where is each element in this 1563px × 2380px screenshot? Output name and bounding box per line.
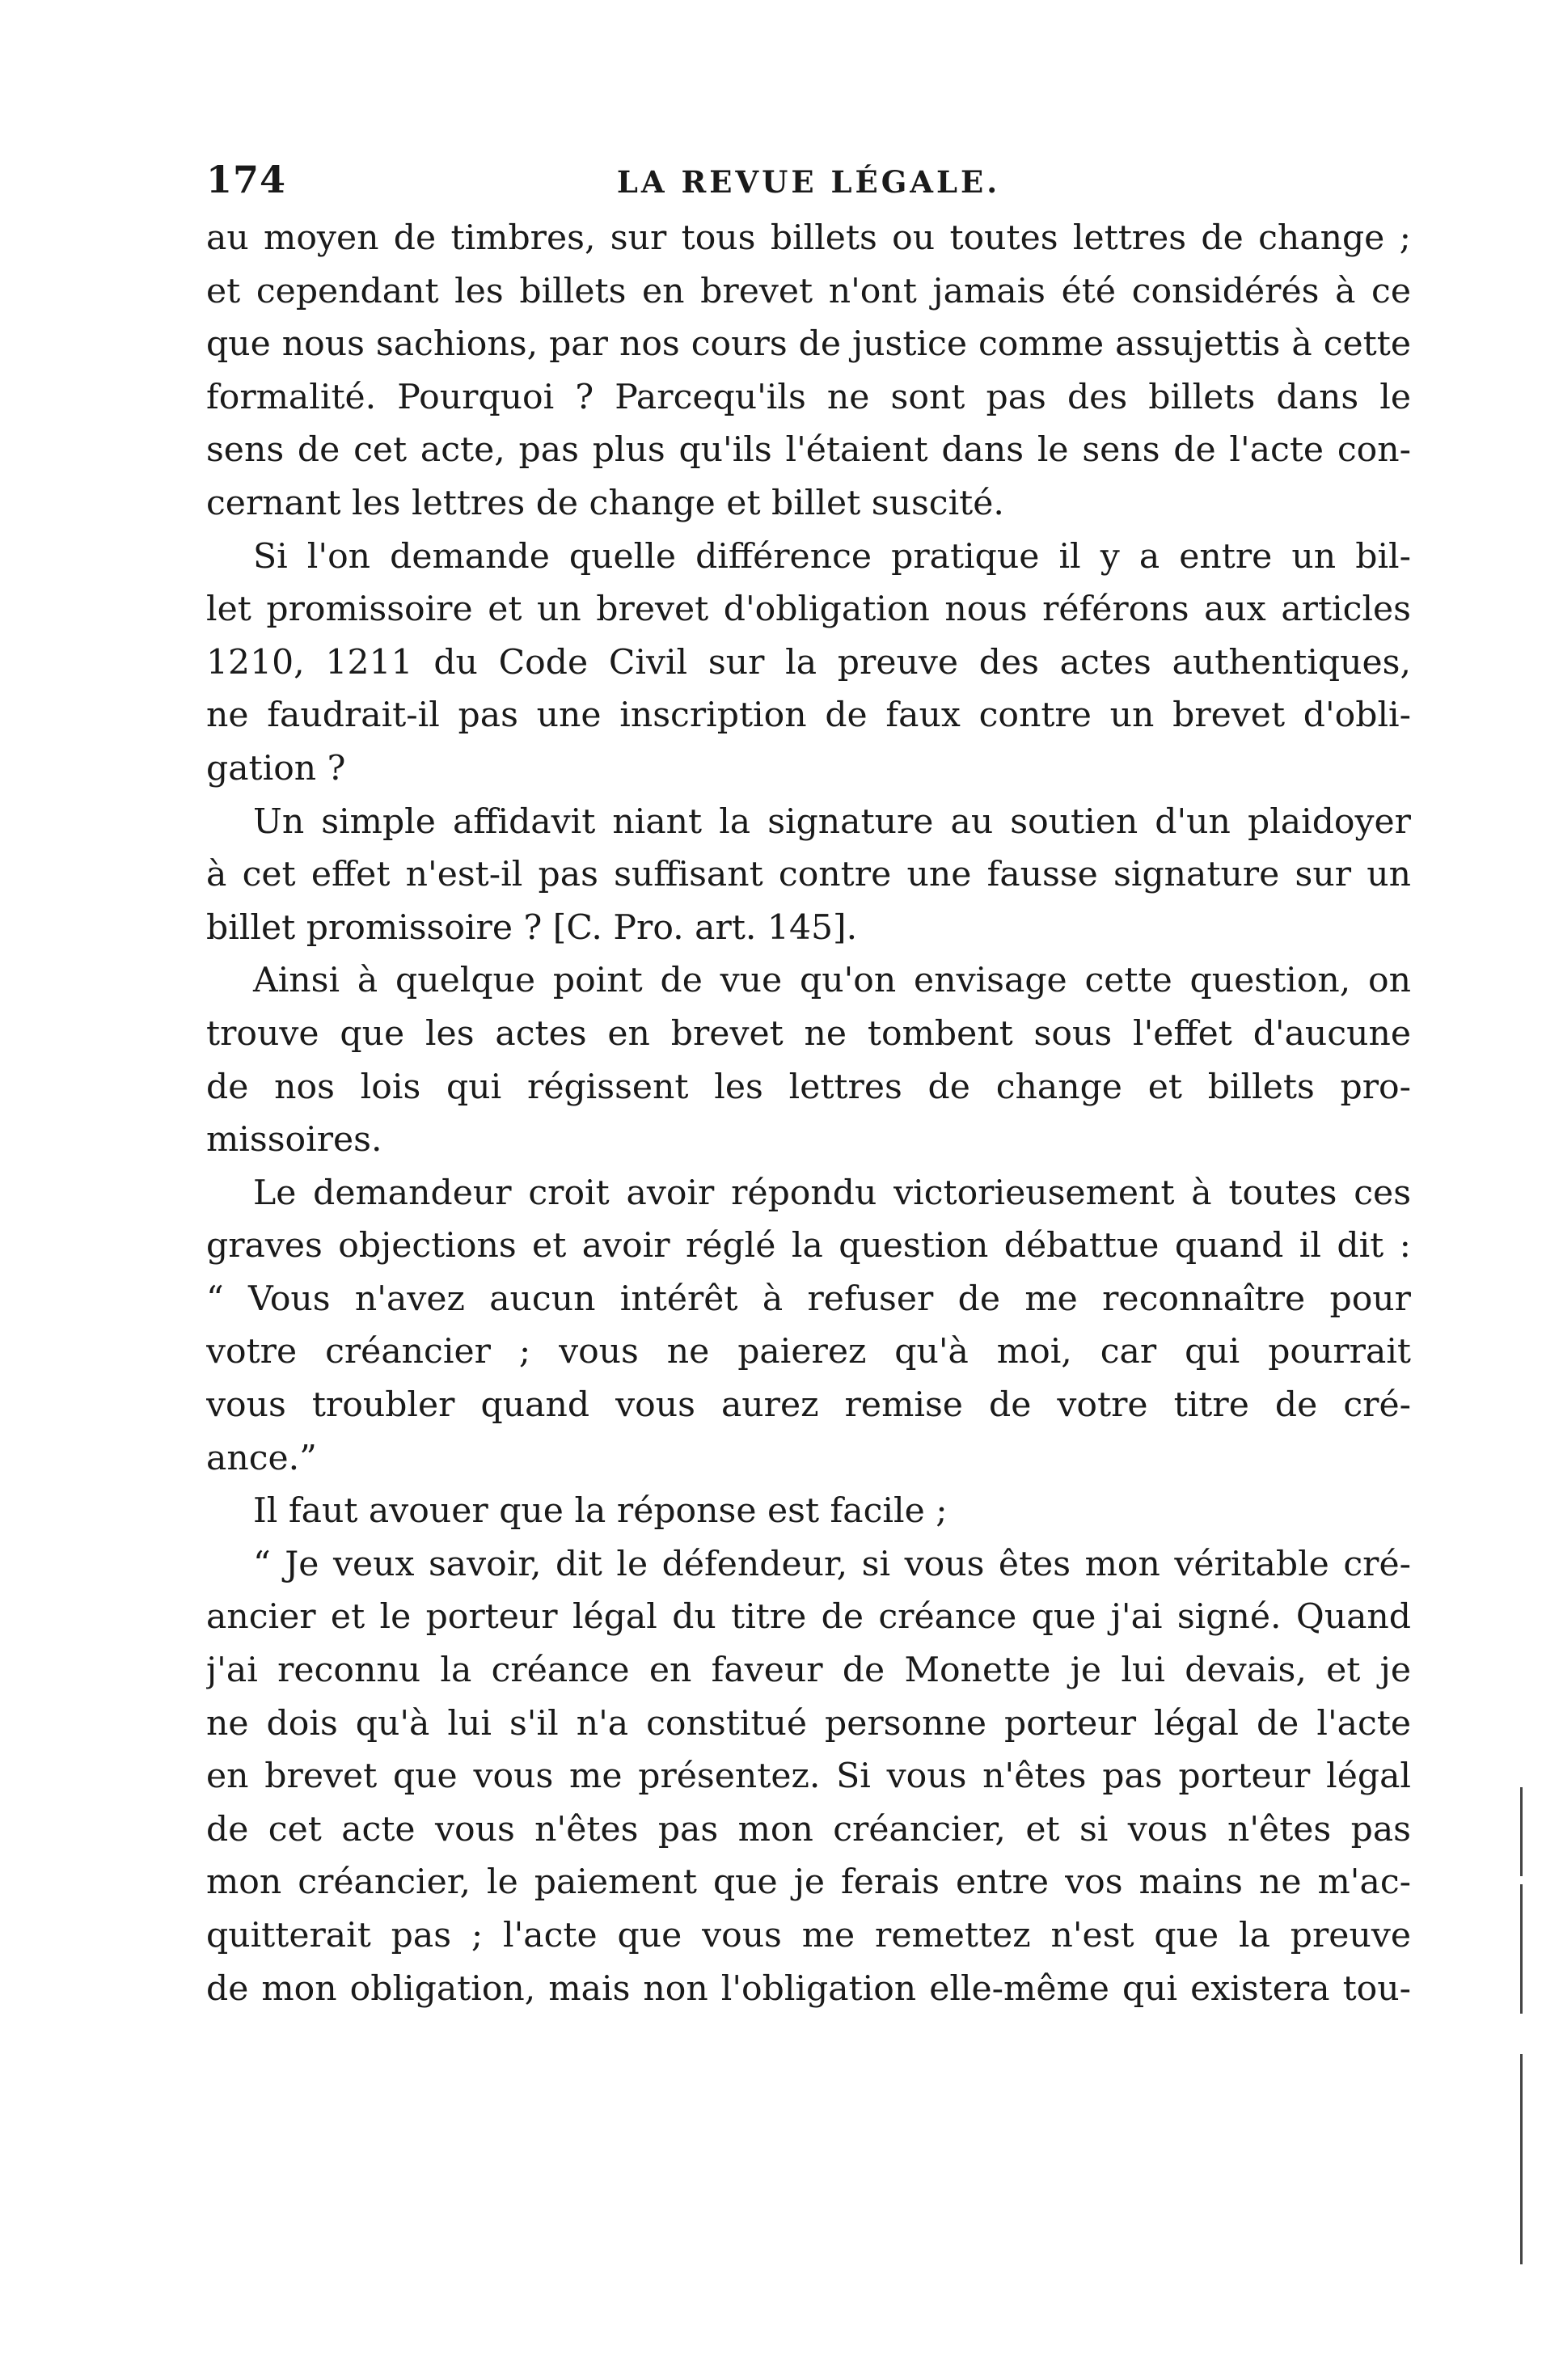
- text-line: en brevet que vous me présentez. Si vous n'êtes pas porteur légal: [206, 1756, 1411, 1797]
- running-title: LA REVUE LÉGALE.: [616, 164, 1001, 200]
- text-line: ance.”: [206, 1438, 317, 1478]
- text-line: 1210, 1211 du Code Civil sur la preuve des actes authentiques,: [206, 642, 1411, 683]
- text-line: billet promissoire ? [C. Pro. art. 145].: [206, 907, 858, 948]
- text-line: mon créancier, le paiement que je ferais entre vos mains ne m'ac-: [206, 1862, 1411, 1903]
- text-line: à cet effet n'est-il pas suffisant contre une fausse signature sur un: [206, 855, 1411, 895]
- text-line: “ Je veux savoir, dit le défendeur, si vous êtes mon véritable cré-: [253, 1544, 1411, 1584]
- text-line: Un simple affidavit niant la signature au soutien d'un plaidoyer: [253, 801, 1411, 842]
- margin-rule: [1520, 1787, 1523, 1876]
- text-line: cernant les lettres de change et billet suscité.: [206, 483, 1004, 523]
- text-line: de cet acte vous n'êtes pas mon créancier, et si vous n'êtes pas: [206, 1809, 1411, 1849]
- text-line: formalité. Pourquoi ? Parcequ'ils ne sont pas des billets dans le: [206, 377, 1411, 417]
- text-line: de nos lois qui régissent les lettres de change et billets pro-: [206, 1067, 1411, 1107]
- text-line: ne dois qu'à lui s'il n'a constitué personne porteur légal de l'acte: [206, 1703, 1411, 1744]
- text-line: trouve que les actes en brevet ne tombent sous l'effet d'aucune: [206, 1013, 1411, 1054]
- text-line: vous troubler quand vous aurez remise de votre titre de cré-: [206, 1385, 1411, 1426]
- margin-rule: [1520, 2054, 1523, 2264]
- page-number: 174: [206, 158, 287, 201]
- text-line: quitterait pas ; l'acte que vous me remettez n'est que la preuve: [206, 1916, 1411, 1955]
- text-line: gation ?: [206, 748, 346, 788]
- text-line: Le demandeur croit avoir répondu victorieusement à toutes ces: [253, 1173, 1411, 1213]
- text-line: let promissoire et un brevet d'obligation nous référons aux articles: [206, 590, 1411, 630]
- text-line: j'ai reconnu la créance en faveur de Monette je lui devais, et je: [206, 1651, 1411, 1691]
- text-line: graves objections et avoir réglé la question débattue quand il dit :: [206, 1226, 1411, 1266]
- page-header: [206, 158, 1411, 214]
- text-line: missoires.: [206, 1120, 382, 1160]
- text-line: ne faudrait-il pas une inscription de faux contre un brevet d'obli-: [206, 695, 1411, 736]
- text-line: “ Vous n'avez aucun intérêt à refuser de me reconnaître pour: [206, 1279, 1411, 1319]
- text-line: Ainsi à quelque point de vue qu'on envisage cette question, on: [253, 961, 1411, 1001]
- text-line: et cependant les billets en brevet n'ont jamais été considérés à ce: [206, 271, 1411, 311]
- text-line: Si l'on demande quelle différence pratique il y a entre un bil-: [253, 536, 1411, 577]
- text-line: de mon obligation, mais non l'obligation elle-même qui existera tou-: [206, 1968, 1411, 2009]
- text-line: Il faut avouer que la réponse est facile ;: [253, 1491, 948, 1532]
- text-line: que nous sachions, par nos cours de justice comme assujettis à cette: [206, 324, 1411, 365]
- body-text: [206, 212, 1411, 2015]
- text-line: au moyen de timbres, sur tous billets ou toutes lettres de change ;: [206, 218, 1411, 258]
- text-line: sens de cet acte, pas plus qu'ils l'étaient dans le sens de l'acte con-: [206, 430, 1411, 471]
- margin-rule: [1520, 1884, 1523, 2014]
- text-line: votre créancier ; vous ne paierez qu'à moi, car qui pourrait: [206, 1332, 1411, 1372]
- text-line: ancier et le porteur légal du titre de créance que j'ai signé. Quand: [206, 1597, 1411, 1638]
